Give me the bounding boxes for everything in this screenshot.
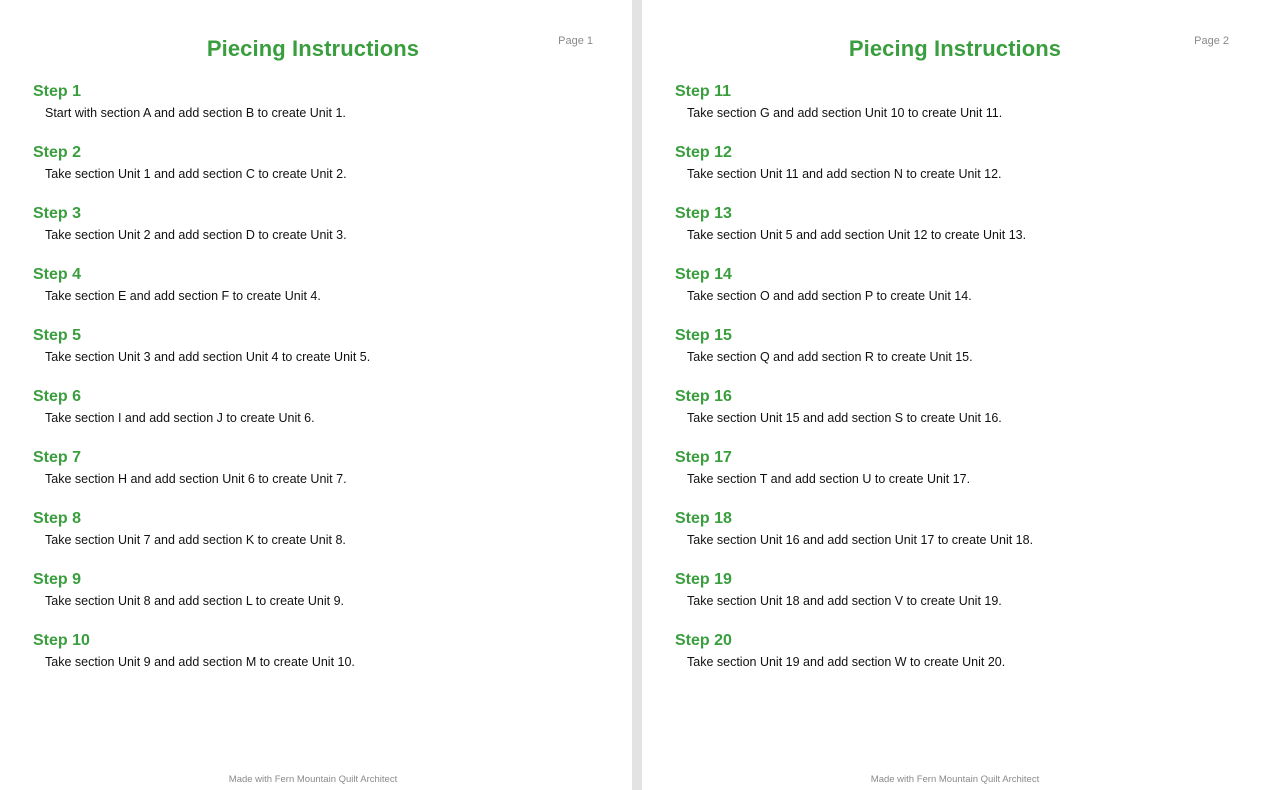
step-heading: Step 14 (675, 266, 732, 283)
step-text: Take section Unit 15 and add section S to create Unit 16. (687, 411, 1002, 425)
step-heading: Step 9 (33, 571, 82, 588)
step-heading: Step 7 (33, 449, 82, 466)
steps-list (675, 82, 1248, 692)
step-text: Take section Unit 5 and add section Unit 12 to create Unit 13. (687, 228, 1027, 242)
step-heading: Step 3 (33, 205, 82, 222)
page-number: Page 1 (558, 35, 593, 47)
step-item (33, 326, 612, 387)
step-text: Take section I and add section J to create Unit 6. (45, 411, 315, 425)
step-heading: Step 13 (675, 205, 732, 222)
step-text: Take section Unit 11 and add section N to create Unit 12. (687, 167, 1002, 181)
step-item (33, 265, 612, 326)
step-item (33, 631, 612, 692)
step-text: Take section T and add section U to create Unit 17. (687, 472, 971, 486)
step-heading: Step 8 (33, 510, 82, 527)
step-heading: Step 17 (675, 449, 732, 466)
step-heading: Step 2 (33, 144, 82, 161)
step-item (33, 82, 612, 143)
step-item (675, 509, 1248, 570)
step-text: Take section H and add section Unit 6 to create Unit 7. (45, 472, 347, 486)
step-item (33, 509, 612, 570)
step-text: Take section E and add section F to create Unit 4. (45, 289, 321, 303)
step-item (675, 387, 1248, 448)
step-item (675, 570, 1248, 631)
step-item (675, 265, 1248, 326)
step-text: Take section O and add section P to create Unit 14. (687, 289, 972, 303)
steps-list (33, 82, 612, 692)
step-heading: Step 12 (675, 144, 732, 161)
step-heading: Step 18 (675, 510, 732, 527)
step-text: Take section Q and add section R to create Unit 15. (687, 350, 973, 364)
step-heading: Step 6 (33, 388, 82, 405)
step-heading: Step 16 (675, 388, 732, 405)
step-text: Take section G and add section Unit 10 to create Unit 11. (687, 106, 1003, 120)
step-item (675, 448, 1248, 509)
step-heading: Step 15 (675, 327, 732, 344)
page-title: Piecing Instructions (848, 36, 1062, 61)
step-heading: Step 1 (33, 83, 82, 100)
step-heading: Step 20 (675, 632, 732, 649)
step-item (675, 204, 1248, 265)
step-text: Take section Unit 16 and add section Unit 17 to create Unit 18. (687, 533, 1034, 547)
step-item (33, 143, 612, 204)
step-item (675, 82, 1248, 143)
step-heading: Step 11 (675, 83, 732, 100)
step-text: Take section Unit 2 and add section D to create Unit 3. (45, 228, 347, 242)
page-number: Page 2 (1194, 35, 1229, 47)
page-title: Piecing Instructions (206, 36, 420, 61)
step-item (33, 570, 612, 631)
step-text: Take section Unit 19 and add section W to create Unit 20. (687, 655, 1006, 669)
step-text: Take section Unit 3 and add section Unit 4 to create Unit 5. (45, 350, 371, 364)
step-heading: Step 19 (675, 571, 732, 588)
step-text: Take section Unit 9 and add section M to create Unit 10. (45, 655, 355, 669)
step-item (33, 387, 612, 448)
step-item (675, 143, 1248, 204)
step-heading: Step 4 (33, 266, 82, 283)
step-item (675, 631, 1248, 692)
step-heading: Step 5 (33, 327, 82, 344)
page-footer: Made with Fern Mountain Quilt Architect (870, 774, 1040, 785)
step-text: Take section Unit 7 and add section K to create Unit 8. (45, 533, 346, 547)
page-footer: Made with Fern Mountain Quilt Architect (228, 774, 398, 785)
step-text: Take section Unit 8 and add section L to create Unit 9. (45, 594, 345, 608)
step-item (33, 448, 612, 509)
step-item (33, 204, 612, 265)
page-2 (642, 0, 1268, 790)
step-text: Start with section A and add section B to create Unit 1. (45, 106, 346, 120)
step-text: Take section Unit 18 and add section V to create Unit 19. (687, 594, 1002, 608)
step-text: Take section Unit 1 and add section C to create Unit 2. (45, 167, 347, 181)
step-heading: Step 10 (33, 632, 90, 649)
page-1 (0, 0, 632, 790)
step-item (675, 326, 1248, 387)
